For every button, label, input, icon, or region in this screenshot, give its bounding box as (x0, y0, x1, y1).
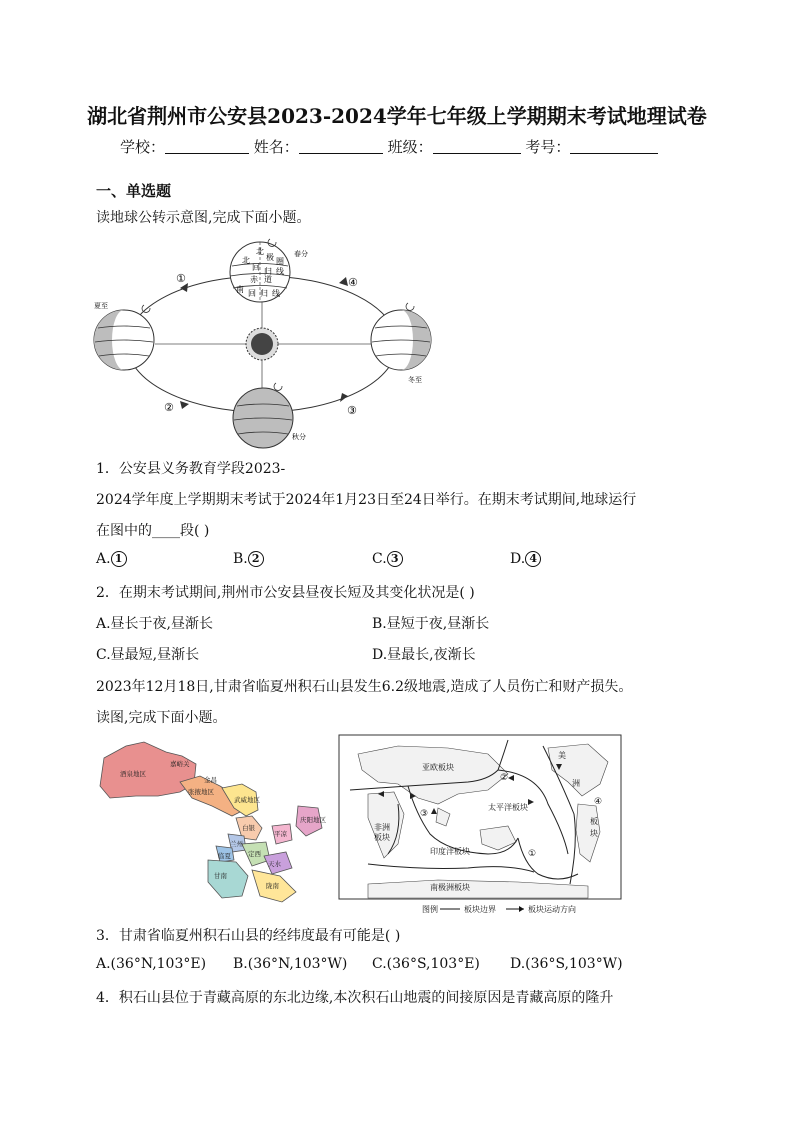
svg-text:白银: 白银 (242, 824, 255, 832)
school-label: 学校： (120, 138, 166, 156)
segment-label-4: ④ (348, 276, 358, 289)
class-blank[interactable] (433, 138, 521, 154)
q1-line-1: 1．公安县义务教育学段2023- (96, 461, 286, 477)
intro-text-1: 读地球公转示意图,完成下面小题。 (96, 210, 311, 226)
label-summer: 夏至 (94, 302, 108, 310)
circled-number: 3 (387, 551, 403, 567)
globe-autumn (233, 383, 293, 448)
svg-text:归: 归 (264, 267, 272, 276)
q3-option-a[interactable]: A.(36°N,103°E) (96, 956, 207, 972)
mark-3: ③ (420, 809, 429, 819)
plate-label-pacific: 太平洋板块 (488, 803, 528, 812)
svg-text:归: 归 (260, 289, 268, 298)
name-blank[interactable] (299, 138, 383, 154)
svg-text:嘉峪关: 嘉峪关 (170, 760, 190, 768)
q3-option-b[interactable]: B.(36°N,103°W) (233, 956, 348, 972)
q1-line-2: 2024学年度上学期期末考试于2024年1月23日至24日举行。在期末考试期间,地球运行 (96, 492, 637, 508)
mark-4: ④ (594, 797, 603, 807)
svg-text:图例: 图例 (422, 905, 438, 914)
svg-text:北: 北 (256, 247, 264, 256)
q1-option-b[interactable]: B. 2 (233, 551, 264, 567)
svg-text:线: 线 (272, 289, 280, 298)
label-autumn: 秋分 (292, 433, 306, 441)
orbit-arrow (180, 401, 189, 409)
svg-text:张掖地区: 张掖地区 (188, 788, 214, 796)
q2-option-c[interactable]: C.昼最短,昼渐长 (96, 647, 200, 663)
plate-label-antarctic: 南极洲板块 (430, 883, 470, 892)
school-blank[interactable] (165, 138, 249, 154)
intro-text-3: 读图,完成下面小题。 (96, 710, 227, 726)
svg-text:酒泉地区: 酒泉地区 (120, 770, 146, 778)
svg-text:定西: 定西 (248, 850, 261, 858)
mark-1: ① (528, 849, 537, 859)
section-title: 一、单选题 (96, 182, 172, 200)
svg-text:圈: 圈 (276, 257, 284, 266)
number-blank[interactable] (570, 138, 658, 154)
q1-option-c[interactable]: C. 3 (372, 551, 403, 567)
svg-text:平凉: 平凉 (274, 830, 287, 838)
svg-text:庆阳地区: 庆阳地区 (300, 816, 326, 824)
q2-option-b[interactable]: B.昼短于夜,昼渐长 (372, 616, 490, 632)
q4-stem: 4．积石山县位于青藏高原的东北边缘,本次积石山地震的间接原因是青藏高原的隆升 (96, 990, 614, 1006)
circled-number: 4 (525, 551, 541, 567)
plate-label-american-2: 洲 (572, 779, 580, 788)
page-title: 湖北省荆州市公安县2023-2024学年七年级上学期期末考试地理试卷 (87, 104, 707, 128)
class-label: 班级： (387, 138, 433, 156)
svg-text:临夏: 临夏 (218, 852, 231, 860)
svg-text:天水: 天水 (268, 860, 281, 868)
sun-icon (246, 328, 278, 360)
q1-option-a[interactable]: A. 1 (96, 551, 127, 567)
q2-option-a[interactable]: A.昼长于夜,昼渐长 (96, 616, 214, 632)
globe-winter (371, 303, 431, 370)
q3-stem: 3．甘肃省临夏州积石山县的经纬度最有可能是( ) (96, 928, 401, 944)
plate-label-african-1: 非洲 (374, 823, 390, 832)
plate-label-american-4: 块 (590, 829, 598, 838)
q3-option-d[interactable]: D.(36°S,103°W) (510, 956, 623, 972)
q1-line-3: 在图中的____段( ) (96, 523, 210, 539)
svg-text:板块运动方向: 板块运动方向 (528, 905, 576, 914)
svg-text:赤: 赤 (250, 275, 258, 284)
q1-option-d[interactable]: D. 4 (510, 551, 541, 567)
plate-label-eurasian: 亚欧板块 (422, 763, 454, 772)
svg-text:武威地区: 武威地区 (234, 796, 260, 804)
segment-label-2: ② (164, 401, 174, 414)
svg-text:陇南: 陇南 (266, 882, 279, 890)
segment-label-3: ③ (347, 404, 357, 417)
name-label: 姓名： (253, 138, 299, 156)
svg-text:回: 回 (252, 263, 260, 272)
earth-orbit-diagram (90, 236, 440, 458)
plate-map-legend (422, 904, 576, 914)
svg-text:兰州: 兰州 (230, 840, 243, 848)
plate-label-indian: 印度洋板块 (430, 847, 470, 856)
circled-number: 1 (111, 551, 127, 567)
plate-map (338, 734, 622, 918)
plate-label-african-2: 板块 (374, 833, 390, 842)
q2-stem: 2．在期末考试期间,荆州市公安县昼夜长短及其变化状况是( ) (96, 585, 475, 601)
label-spring: 春分 (294, 250, 308, 258)
mark-2: ② (500, 773, 509, 783)
q3-option-c[interactable]: C.(36°S,103°E) (372, 956, 480, 972)
intro-text-2: 2023年12月18日,甘肃省临夏州积石山县发生6.2级地震,造成了人员伤亡和财产损失。 (96, 679, 633, 695)
svg-text:极: 极 (266, 253, 274, 262)
q2-option-d[interactable]: D.昼最长,夜渐长 (372, 647, 476, 663)
svg-text:道: 道 (264, 275, 272, 284)
gansu-map (96, 736, 336, 904)
svg-text:线: 线 (276, 267, 284, 276)
plate-label-american-1: 美 (558, 751, 566, 760)
plate-label-american-3: 板 (590, 817, 598, 826)
svg-text:北: 北 (242, 256, 250, 265)
svg-text:金昌: 金昌 (204, 776, 217, 784)
svg-text:甘南: 甘南 (214, 872, 227, 880)
globe-spring (230, 239, 290, 302)
circled-number: 2 (248, 551, 264, 567)
svg-text:板块边界: 板块边界 (464, 905, 496, 914)
svg-text:南: 南 (236, 285, 244, 294)
segment-label-1: ① (176, 272, 186, 285)
region-jiuquan (100, 742, 196, 798)
orbit-arrow (339, 277, 348, 286)
svg-text:回: 回 (248, 289, 256, 298)
globe-summer (94, 305, 154, 370)
student-info-line (120, 136, 658, 157)
number-label: 考号： (525, 138, 571, 156)
label-winter: 冬至 (408, 376, 422, 384)
